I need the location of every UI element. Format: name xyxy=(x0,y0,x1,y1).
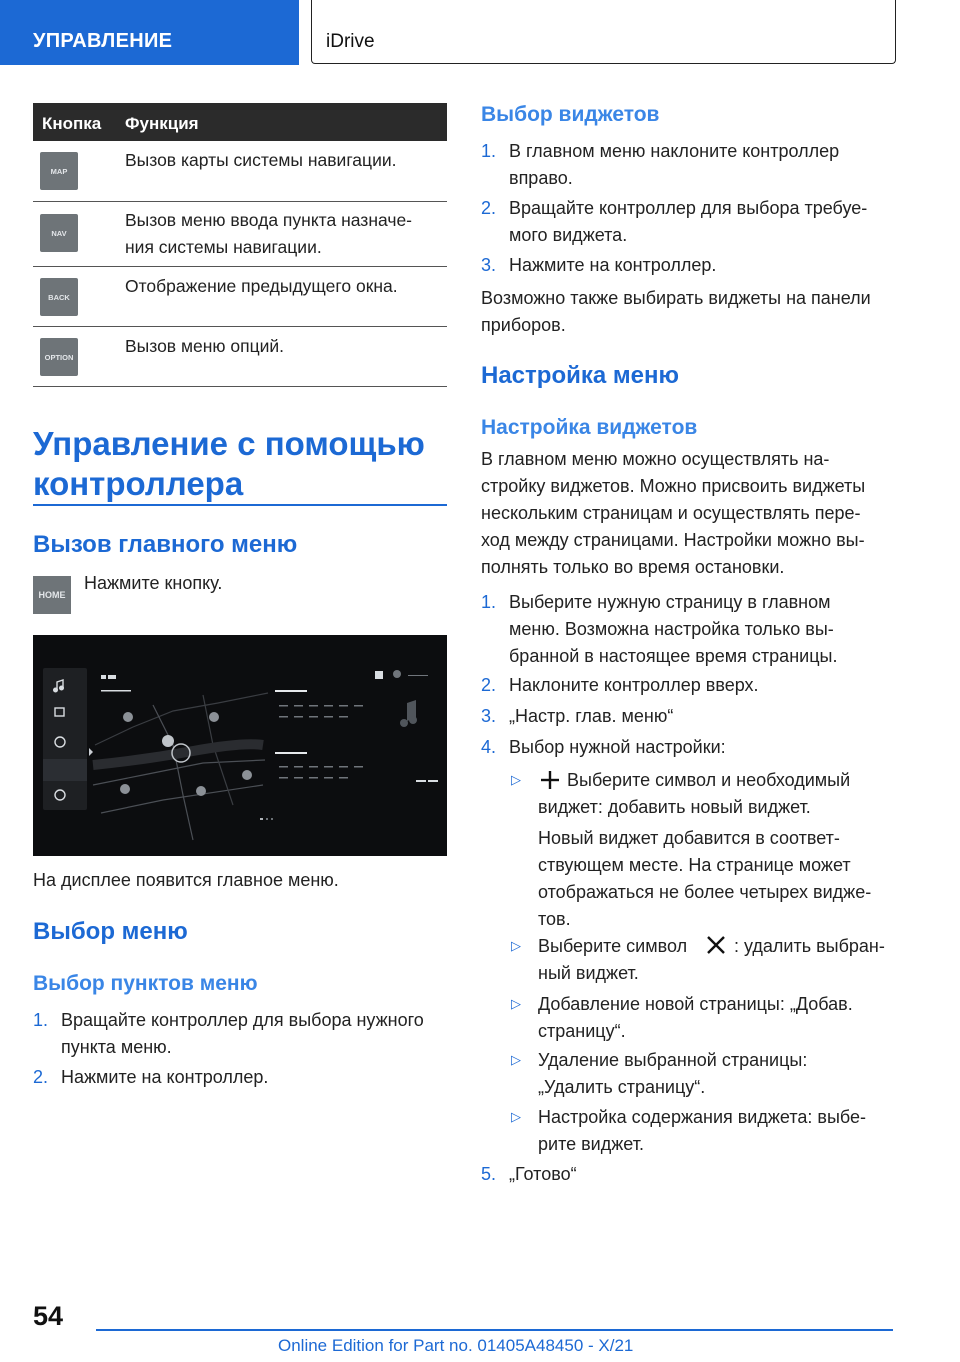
bullet-triangle-icon: ▷ xyxy=(511,996,521,1011)
also-paragraph xyxy=(481,285,871,339)
main-menu-screen-image xyxy=(33,635,447,856)
button-function-table xyxy=(33,103,447,387)
home-key-icon: HOME xyxy=(33,576,71,614)
paragraph-line: ход между страницами. Настройки можно вы- xyxy=(481,530,865,550)
paragraph-line: стройку виджетов. Можно присвоить виджеты xyxy=(481,476,866,496)
heading-line: контроллера xyxy=(33,465,244,502)
sub-item-line: Настройка содержания виджета: выбе- xyxy=(538,1107,866,1127)
row-function-line: Вызов меню ввода пункта назначе- xyxy=(125,210,413,230)
press-button-text: Нажмите кнопку. xyxy=(84,573,223,593)
paragraph-line: нескольким страницам и осуществлять пере- xyxy=(481,503,861,523)
paragraph-line: приборов. xyxy=(481,315,566,335)
table-row xyxy=(33,202,447,267)
step-line: Выберите нужную страницу в главном xyxy=(509,592,831,612)
sub-item-text xyxy=(538,991,853,1045)
step-text: Наклоните контроллер вверх. xyxy=(509,675,759,695)
step-text xyxy=(61,1007,424,1061)
step-text: „Настр. глав. меню“ xyxy=(509,706,674,726)
setup-paragraph xyxy=(481,446,865,581)
after-screen-text: На дисплее появится главное меню. xyxy=(33,870,339,890)
sub-item-note xyxy=(538,825,871,933)
step-number: 2. xyxy=(481,675,497,695)
heading-line: Управление с помощью xyxy=(33,425,425,462)
subheading-menu-setup: Настройка меню xyxy=(481,362,679,389)
back-key-icon: BACK xyxy=(40,278,78,316)
step-line: Вращайте контроллер для выбора требуе- xyxy=(509,198,868,218)
section-title: УПРАВЛЕНИЕ xyxy=(33,30,173,52)
note-line: ствующем месте. На странице может xyxy=(538,855,851,875)
option-key-icon: OPTION xyxy=(40,338,78,376)
note-line: отображаться не более четырех видже- xyxy=(538,882,872,902)
subheading-main-menu: Вызов главного меню xyxy=(33,531,298,558)
step-line: мого виджета. xyxy=(509,225,628,245)
subheading-widgets: Выбор виджетов xyxy=(481,103,660,126)
footer-rule xyxy=(96,1329,893,1331)
sub-item-line: „Удалить страницу“. xyxy=(538,1077,706,1097)
step-text: Нажмите на контроллер. xyxy=(509,255,717,275)
step-number: 2. xyxy=(33,1067,49,1087)
sub-item-text xyxy=(538,1047,807,1101)
step-number: 1. xyxy=(481,592,497,612)
step-number: 3. xyxy=(481,706,497,726)
note-line: тов. xyxy=(538,909,571,929)
nav-key-icon: NAV xyxy=(40,214,78,252)
step-number: 1. xyxy=(33,1010,49,1030)
row-function-text: Отображение предыдущего окна. xyxy=(125,276,398,296)
sub-item-line: рите виджет. xyxy=(538,1134,644,1154)
row-function-line: ния системы навигации. xyxy=(125,237,322,257)
sub-item-text: Выберите символ xyxy=(538,936,688,956)
step-text xyxy=(509,138,839,192)
bullet-triangle-icon: ▷ xyxy=(511,1052,521,1067)
page-number: 54 xyxy=(33,1301,64,1331)
row-function-text: Вызов карты системы навигации. xyxy=(125,150,397,170)
bullet-triangle-icon: ▷ xyxy=(511,772,521,787)
table-row xyxy=(33,327,447,387)
edition-footer: Online Edition for Part no. 01405A48450 - X/21 xyxy=(278,1336,634,1355)
sub-item-line: Удаление выбранной страницы: xyxy=(538,1050,808,1070)
step-line: бранной в настоящее время страницы. xyxy=(509,646,838,666)
paragraph-line: Возможно также выбирать виджеты на панели xyxy=(481,288,871,308)
row-function-text: Вызов меню опций. xyxy=(125,336,285,356)
step-text xyxy=(509,195,867,249)
sub-item-line: Добавление новой страницы: „Добав. xyxy=(538,994,853,1014)
close-icon xyxy=(706,935,726,955)
step-number: 3. xyxy=(481,255,497,275)
plus-icon xyxy=(540,770,560,790)
bullet-triangle-icon: ▷ xyxy=(511,1109,521,1124)
step-line: пункта меню. xyxy=(61,1037,172,1057)
sub-item-text: Выберите символ и необходимый xyxy=(567,770,851,790)
table-header xyxy=(33,103,447,141)
chapter-tab xyxy=(311,0,896,64)
sub-item-text xyxy=(538,1104,866,1158)
sub-item-text: ный виджет. xyxy=(538,963,639,983)
row-function-text xyxy=(125,207,412,261)
section-tab xyxy=(0,0,299,65)
col-button-header: Кнопка xyxy=(42,114,102,133)
step-number: 5. xyxy=(481,1164,497,1184)
note-line: Новый виджет добавится в соответ- xyxy=(538,828,840,848)
sub-item-line: страницу“. xyxy=(538,1021,626,1041)
step-number: 4. xyxy=(481,737,497,757)
subheading-widget-setup: Настройка виджетов xyxy=(481,416,698,439)
step-line: вправо. xyxy=(509,168,573,188)
step-line: Вращайте контроллер для выбора нужного xyxy=(61,1010,424,1030)
step-text: Нажмите на контроллер. xyxy=(61,1067,269,1087)
step-line: В главном меню наклоните контроллер xyxy=(509,141,840,161)
table-row xyxy=(33,141,447,202)
table-row xyxy=(33,267,447,327)
sub-item-text: : удалить выбран- xyxy=(734,936,885,956)
section-heading xyxy=(33,424,425,504)
subheading-select-items: Выбор пунктов меню xyxy=(33,972,258,995)
heading-rule xyxy=(33,504,447,506)
paragraph-line: полнять только во время остановки. xyxy=(481,557,785,577)
step-number: 1. xyxy=(481,141,497,161)
step-text xyxy=(509,589,837,670)
subheading-select-menu: Выбор меню xyxy=(33,918,188,945)
paragraph-line: В главном меню можно осуществлять на- xyxy=(481,449,830,469)
chapter-title: iDrive xyxy=(326,31,375,52)
step-text: Выбор нужной настройки: xyxy=(509,737,726,757)
step-number: 2. xyxy=(481,198,497,218)
step-line: меню. Возможна настройка только вы- xyxy=(509,619,834,639)
bullet-triangle-icon: ▷ xyxy=(511,938,521,953)
step-text: „Готово“ xyxy=(509,1164,577,1184)
map-key-icon: MAP xyxy=(40,152,78,190)
sub-item-text: виджет: добавить новый виджет. xyxy=(538,797,811,817)
col-function-header: Функция xyxy=(125,114,199,133)
